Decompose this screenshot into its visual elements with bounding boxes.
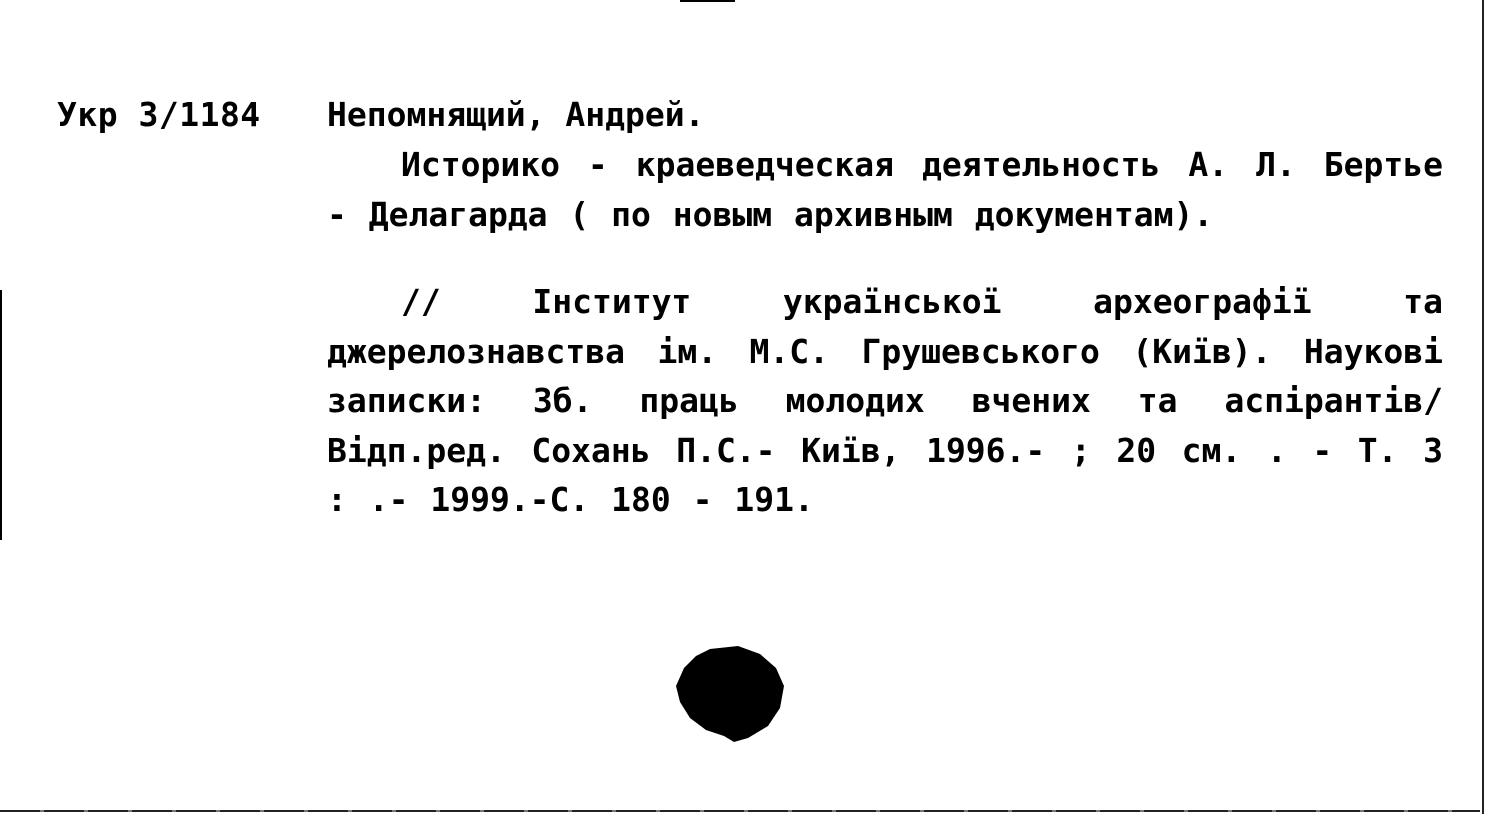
call-number: Укр 3/1184 bbox=[57, 95, 261, 134]
card-top-edge bbox=[680, 0, 735, 2]
card-left-edge bbox=[0, 290, 2, 540]
card-right-edge bbox=[1482, 0, 1484, 814]
punch-hole bbox=[676, 646, 784, 742]
source-paragraph: // Інститут української археографії та джерелознавства ім. М.С. Грушевського (Київ). Наукові записки: Зб. праць молодих вчених та аспірантів/ Відп.ред. Сохань П.С.- Київ, 1996.- ; 20 см. . - Т. 3 : .- 1999.-С. 180 - 191. bbox=[327, 282, 1443, 519]
card-bottom-edge bbox=[0, 810, 1480, 812]
author-heading: Непомнящий, Андрей. bbox=[327, 95, 705, 134]
title-paragraph: Историко - краеведческая деятельность А. Л. Бертье - Делагарда ( по новым архивным документам). bbox=[327, 145, 1443, 234]
